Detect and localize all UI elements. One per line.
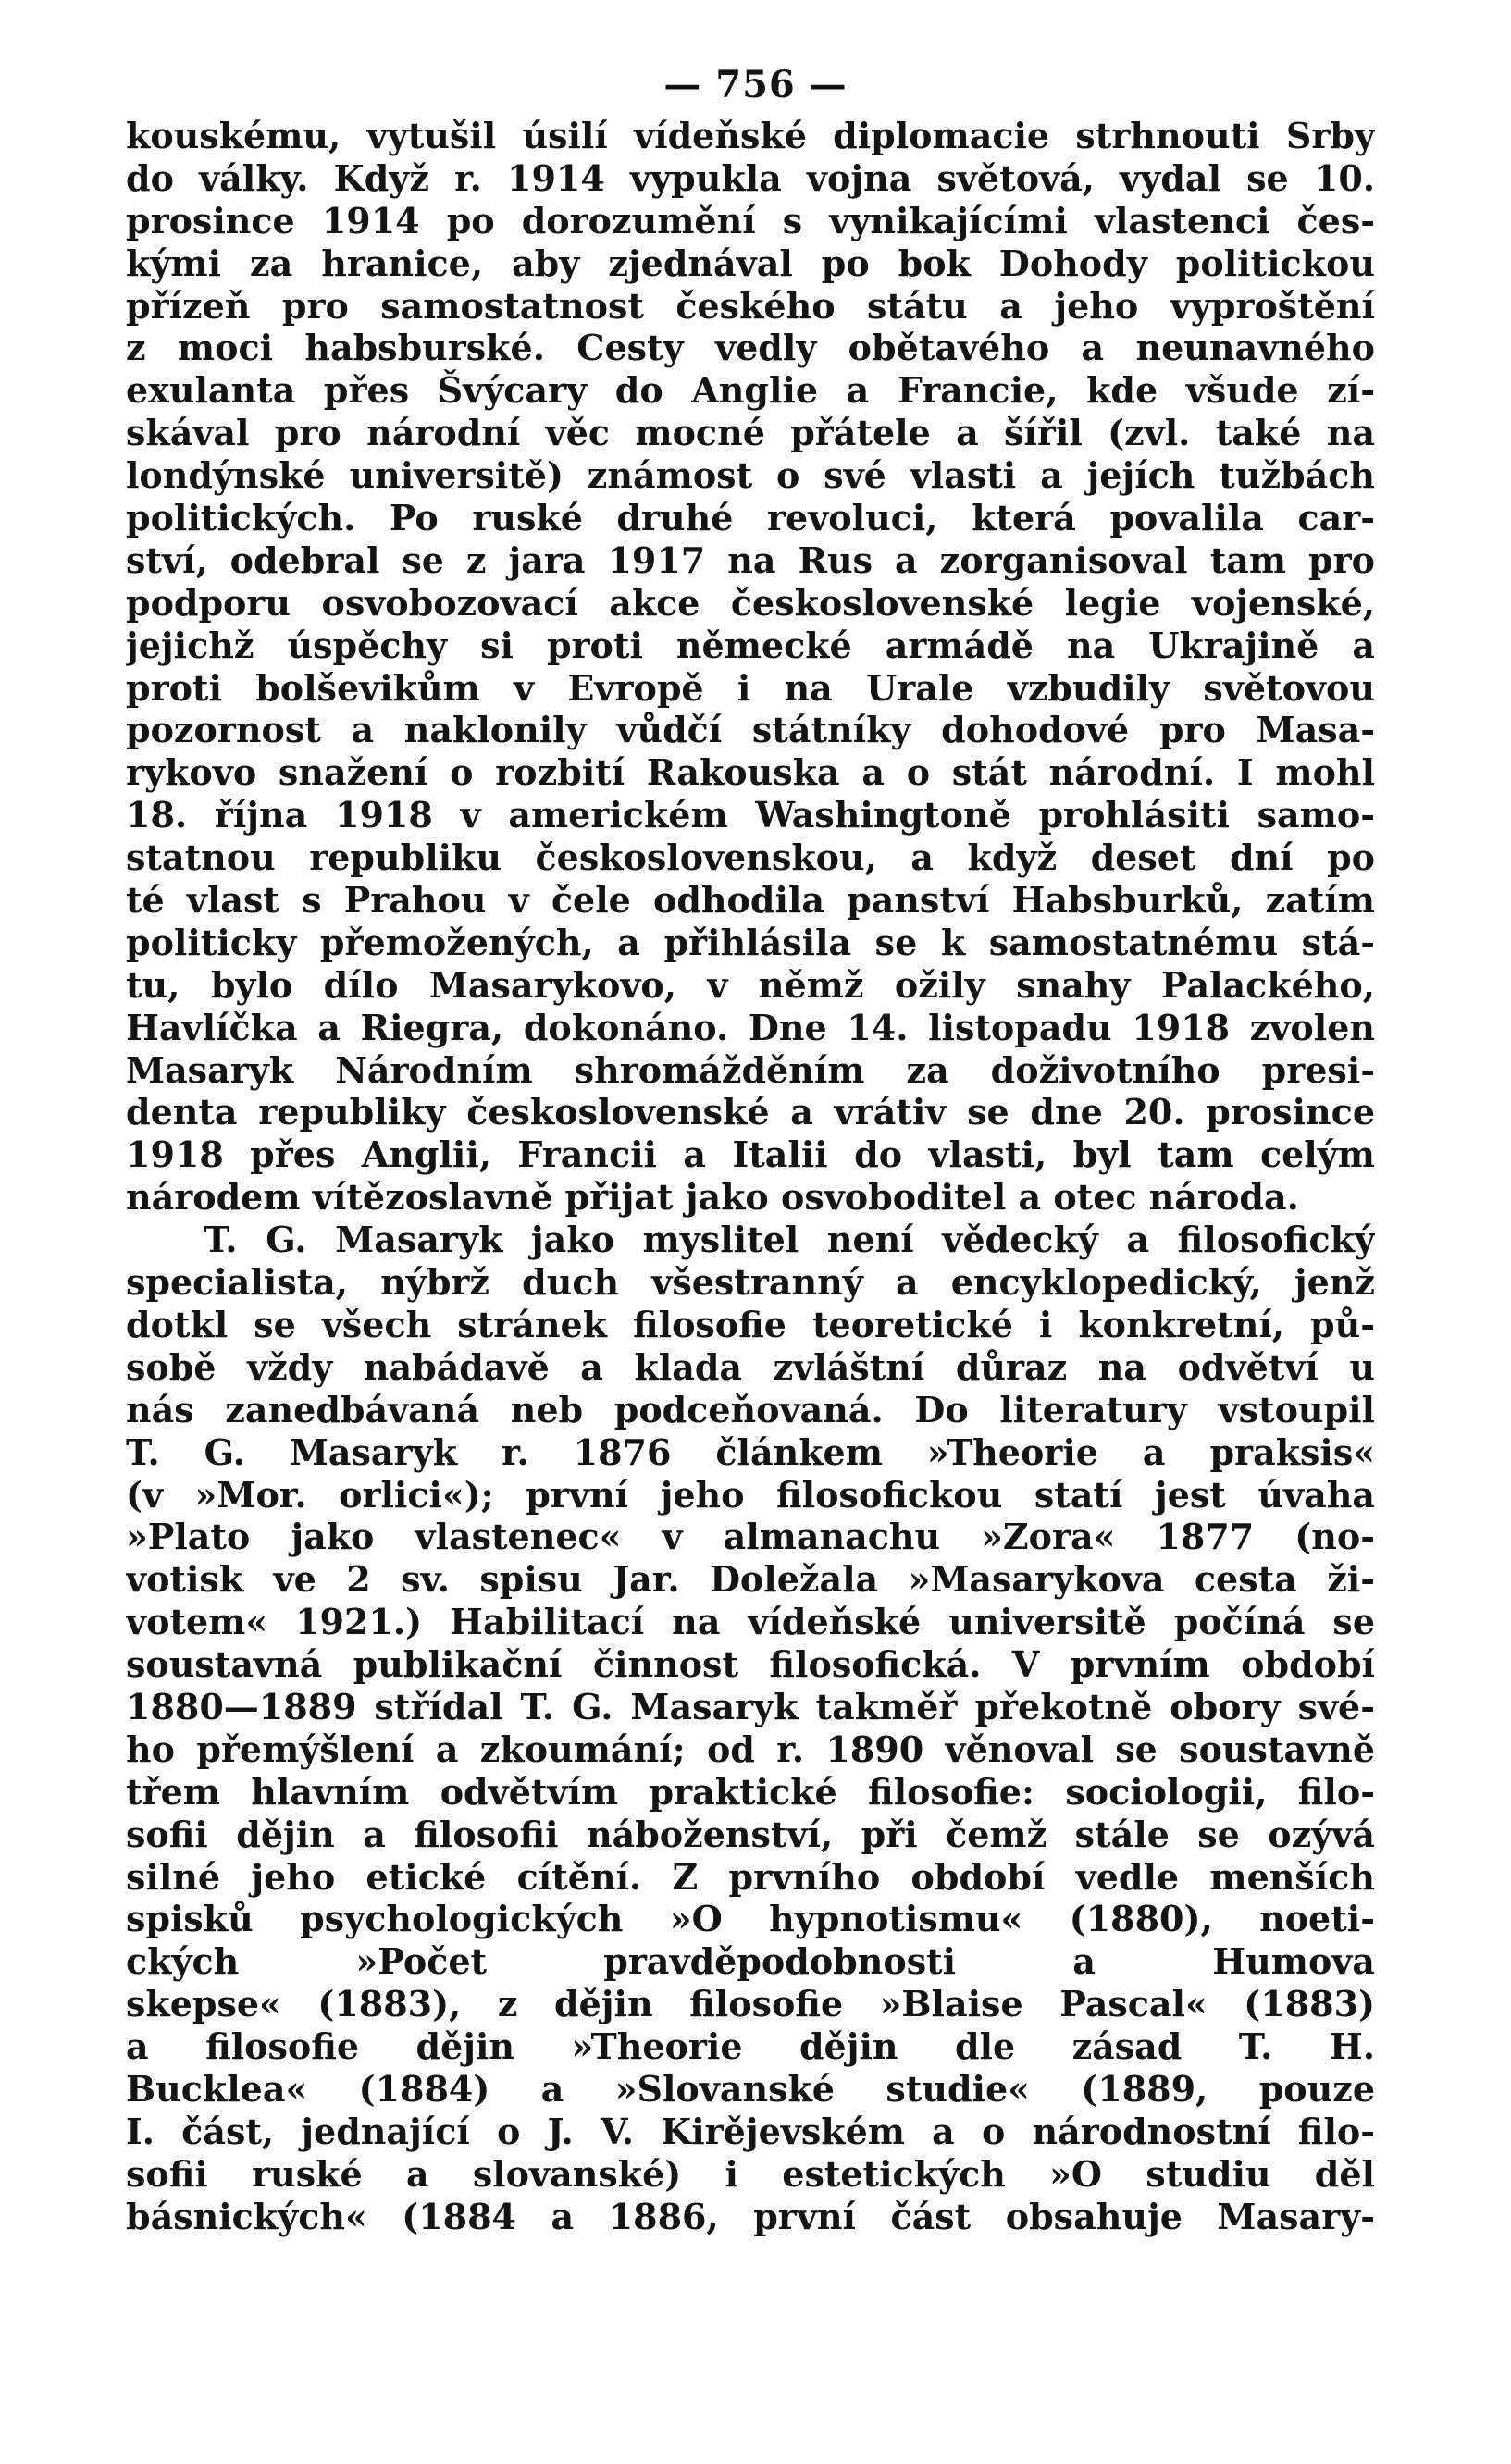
text-line: Havlíčka a Riegra, dokonáno. Dne 14. listopadu 1918 zvolen: [126, 1006, 1375, 1048]
text-line: tu, bylo dílo Masarykovo, v němž ožily snahy Palackého,: [126, 963, 1375, 1006]
text-line: sofii ruské a slovanské) i estetických »O studiu děl: [126, 2152, 1375, 2195]
text-line: ho přemýšlení a zkoumání; od r. 1890 věnoval se soustavně: [126, 1727, 1375, 1770]
text-line: jejichž úspěchy si proti německé armádě na Ukrajině a: [126, 624, 1375, 666]
text-line: politicky přemožených, a přihlásila se k samostatnému stá-: [126, 921, 1375, 963]
text-line: sobě vždy nabádavě a klada zvláštní důraz na odvětví u: [126, 1345, 1375, 1388]
text-line: votem« 1921.) Habilitací na vídeňské universitě počíná se: [126, 1601, 1375, 1643]
text-line: prosince 1914 po dorozumění s vynikajícími vlastenci čes-: [126, 199, 1375, 241]
text-line: ství, odebral se z jara 1917 na Rus a zorganisoval tam pro: [126, 539, 1375, 581]
text-line: 1918 přes Anglii, Francii a Italii do vlasti, byl tam celým: [126, 1133, 1375, 1176]
text-line: denta republiky československé a vrátiv se dne 20. prosince: [126, 1091, 1375, 1133]
text-line: Masaryk Národním shromážděním za doživotního presi-: [126, 1048, 1375, 1091]
text-line: 1880—1889 střídal T. G. Masaryk takměř překotně obory své-: [126, 1685, 1375, 1727]
text-line: kouskému, vytušil úsilí vídeňské diplomacie strhnouti Srby: [126, 115, 1375, 156]
text-line: proti bolševikům v Evropě i na Urale vzbudily světovou: [126, 666, 1375, 709]
text-line: exulanta přes Švýcary do Anglie a Francie, kde všude zí-: [126, 369, 1375, 412]
text-line: specialista, nýbrž duch všestranný a encyklopedický, jenž: [126, 1261, 1375, 1304]
text-line: podporu osvobozovací akce československé legie vojenské,: [126, 581, 1375, 624]
text-line: Bucklea« (1884) a »Slovanské studie« (1889, pouze: [126, 2067, 1375, 2110]
text-line: votisk ve 2 sv. spisu Jar. Doležala »Masarykova cesta ži-: [126, 1558, 1375, 1601]
text-line: pozornost a naklonily vůdčí státníky dohodové pro Masa-: [126, 709, 1375, 751]
text-line: londýnské universitě) známost o své vlasti a jejích tužbách: [126, 454, 1375, 497]
text-line: statnou republiku československou, a když deset dní po: [126, 836, 1375, 879]
text-line: kými za hranice, aby zjednával po bok Dohody politickou: [126, 241, 1375, 284]
text-line: národem vítězoslavně přijat jako osvoboditel a otec národa.: [126, 1176, 1299, 1219]
text-line: politických. Po ruské druhé revoluci, která povalila car-: [126, 497, 1375, 539]
text-line: třem hlavním odvětvím praktické filosofie: sociologii, filo-: [126, 1770, 1375, 1813]
text-line: skával pro národní věc mocné přátele a šířil (zvl. také na: [126, 412, 1375, 454]
text-line: T. G. Masaryk jako myslitel není vědecký a filosofický: [204, 1219, 1375, 1261]
text-line: soustavná publikační činnost filosofická. V prvním období: [126, 1643, 1375, 1686]
text-line: do války. Když r. 1914 vypukla vojna světová, vydal se 10.: [126, 156, 1375, 199]
text-line: skepse« (1883), z dějin filosofie »Blaise Pascal« (1883): [126, 1983, 1375, 2025]
text-line: »Plato jako vlastenec« v almanachu »Zora« 1877 (no-: [126, 1516, 1375, 1558]
text-line: spisků psychologických »O hypnotismu« (1880), noeti-: [126, 1898, 1375, 1940]
text-line: přízeň pro samostatnost českého státu a jeho vyproštění: [126, 284, 1375, 327]
body-text: [126, 115, 1375, 2238]
text-line: (v »Mor. orlici«); první jeho filosofickou statí jest úvaha: [126, 1473, 1375, 1516]
text-line: dotkl se všech stránek filosofie teoretické i konkretní, pů-: [126, 1303, 1375, 1345]
text-line: I. část, jednající o J. V. Kirějevském a o národnostní filo-: [126, 2110, 1375, 2152]
text-line: sofii dějin a filosofii náboženství, při čemž stále se ozývá: [126, 1813, 1375, 1855]
text-line: básnických« (1884 a 1886, první část obsahuje Masary-: [126, 2195, 1375, 2237]
text-line: T. G. Masaryk r. 1876 článkem »Theorie a praksis«: [126, 1430, 1375, 1473]
text-line: nás zanedbávaná neb podceňovaná. Do literatury vstoupil: [126, 1388, 1375, 1430]
text-line: té vlast s Prahou v čele odhodila panství Habsburků, zatím: [126, 879, 1375, 922]
text-line: rykovo snažení o rozbití Rakouska a o stát národní. I mohl: [126, 751, 1375, 794]
text-line: ckých »Počet pravděpodobnosti a Humova: [126, 1940, 1375, 1983]
text-line: silné jeho etické cítění. Z prvního období vedle menších: [126, 1855, 1375, 1898]
text-line: a filosofie dějin »Theorie dějin dle zásad T. H.: [126, 2025, 1375, 2068]
page-number: — 756 —: [663, 63, 848, 106]
text-line: z moci habsburské. Cesty vedly obětavého a neunavného: [126, 327, 1375, 369]
text-line: 18. října 1918 v americkém Washingtoně prohlásiti samo-: [126, 794, 1375, 836]
